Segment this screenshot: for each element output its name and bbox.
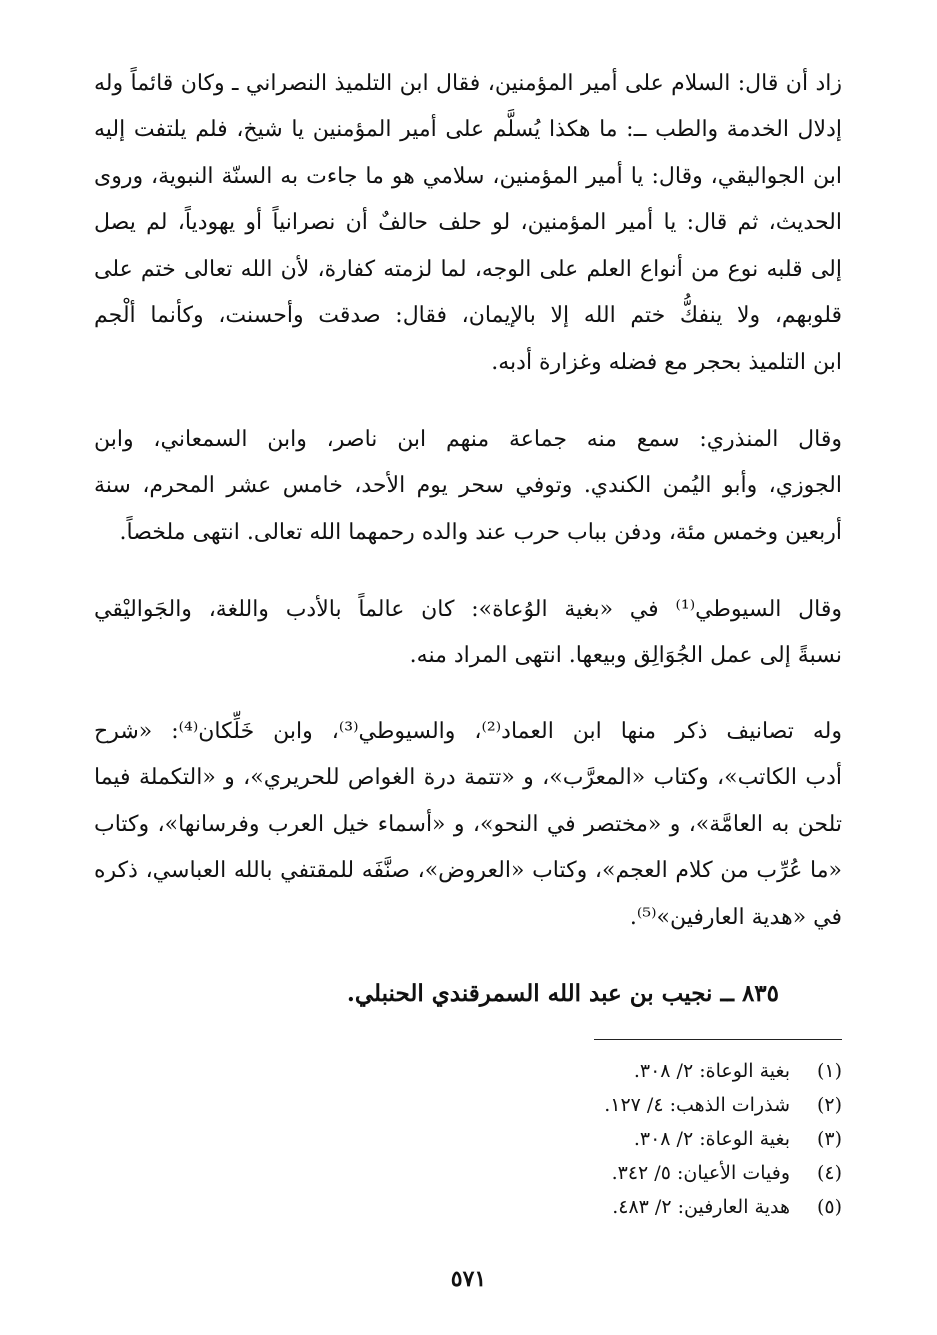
paragraph-1-line-3: ابن الجواليقي، وقال: يا أمير المؤمنين، سلامي هو ما جاءت به السنّة النبوية، وروى: [94, 164, 842, 189]
paragraph-1-line-7: ابن التلميذ بحجر مع فضله وغزارة أدبه.: [491, 350, 842, 375]
footnote-text: بغية الوعاة: ٢/ ٣٠٨.: [633, 1128, 790, 1150]
paragraph-1-line-1: زاد أن قال: السلام على أمير المؤمنين، فقال ابن التلميذ النصراني ـ وكان قائماً وله: [94, 71, 842, 96]
footnote-text: هدية العارفين: ٢/ ٤٨٣.: [612, 1196, 790, 1218]
footnote-text: بغية الوعاة: ٢/ ٣٠٨.: [633, 1060, 790, 1082]
paragraph-4-line-1: وله تصانيف ذكر منها ابن العماد⁽²⁾، والسيوطي⁽³⁾، وابن خَلِّكان⁽⁴⁾: «شرح: [94, 719, 842, 744]
paragraph-1-line-2: إدلال الخدمة والطب ــ: ما هكذا يُسلَّم على أمير المؤمنين يا شيخ، فلم يلتفت إليه: [94, 117, 842, 142]
paragraph-3-line-2: نسبةً إلى عمل الجُوَالِق وبيعها. انتهى المراد منه.: [409, 643, 842, 668]
footnote-5: [612, 1192, 842, 1222]
paragraph-4-line-2: أدب الكاتب»، وكتاب «المعرَّب»، و «تتمة درة الغواص للحريري»، و «التكملة فيما: [94, 765, 842, 790]
footnote-1: [634, 1056, 842, 1086]
footnote-4: [612, 1158, 842, 1188]
paragraph-4-line-4: «ما عُرِّب من كلام العجم»، وكتاب «العروض»، صنَّفَه للمقتفي بالله العباسي، ذكره: [94, 858, 842, 883]
paragraph-1-line-4: الحديث، ثم قال: يا أمير المؤمنين، لو حلف حالفٌ أن نصرانياً أو يهودياً، لم يصل: [94, 210, 842, 235]
footnote-text: وفيات الأعيان: ٥/ ٣٤٢.: [611, 1162, 790, 1184]
paragraph-1-line-6: قلوبهم، ولا ينفكُّ ختم الله إلا بالإيمان، فقال: صدقت وأحسنت، وكأنما ألْجم: [94, 303, 842, 328]
paragraph-2-line-3: أربعين وخمس مئة، ودفن بباب حرب عند والده رحمهما الله تعالى. انتهى ملخصاً.: [119, 520, 842, 545]
footnote-number: (٥): [816, 1196, 842, 1218]
footnote-number: (١): [816, 1060, 842, 1082]
paragraph-4-line-3: تلحن به العامَّة»، و «مختصر في النحو»، و «أسماء خيل العرب وفرسانها»، وكتاب: [94, 812, 842, 837]
footnote-number: (٤): [816, 1162, 842, 1184]
footnote-text: شذرات الذهب: ٤/ ١٢٧.: [604, 1094, 790, 1116]
paragraph-4-line-5: في «هدية العارفين»⁽⁵⁾.: [629, 905, 842, 930]
footnote-number: (٣): [816, 1128, 842, 1150]
footnote-2: [604, 1090, 842, 1120]
entry-heading: ٨٣٥ ــ نجيب بن عبد الله السمرقندي الحنبلي.: [346, 980, 779, 1007]
paragraph-2-line-2: الجوزي، وأبو اليُمن الكندي. وتوفي سحر يوم الأحد، خامس عشر المحرم، سنة: [94, 473, 842, 498]
page-number: ٥٧١: [450, 1266, 487, 1292]
paragraph-2-line-1: وقال المنذري: سمع منه جماعة منهم ابن ناصر، وابن السمعاني، وابن: [94, 427, 842, 452]
footnote-3: [634, 1124, 842, 1154]
footnote-number: (٢): [816, 1094, 842, 1116]
paragraph-3-line-1: وقال السيوطي⁽¹⁾ في «بغية الوُعاة»: كان عالماً بالأدب واللغة، والجَواليْقي: [94, 597, 842, 622]
paragraph-1-line-5: إلى قلبه نوع من أنواع العلم على الوجه، لما لزمته كفارة، لأن الله تعالى ختم على: [94, 257, 842, 282]
footnote-separator: [594, 1039, 842, 1040]
